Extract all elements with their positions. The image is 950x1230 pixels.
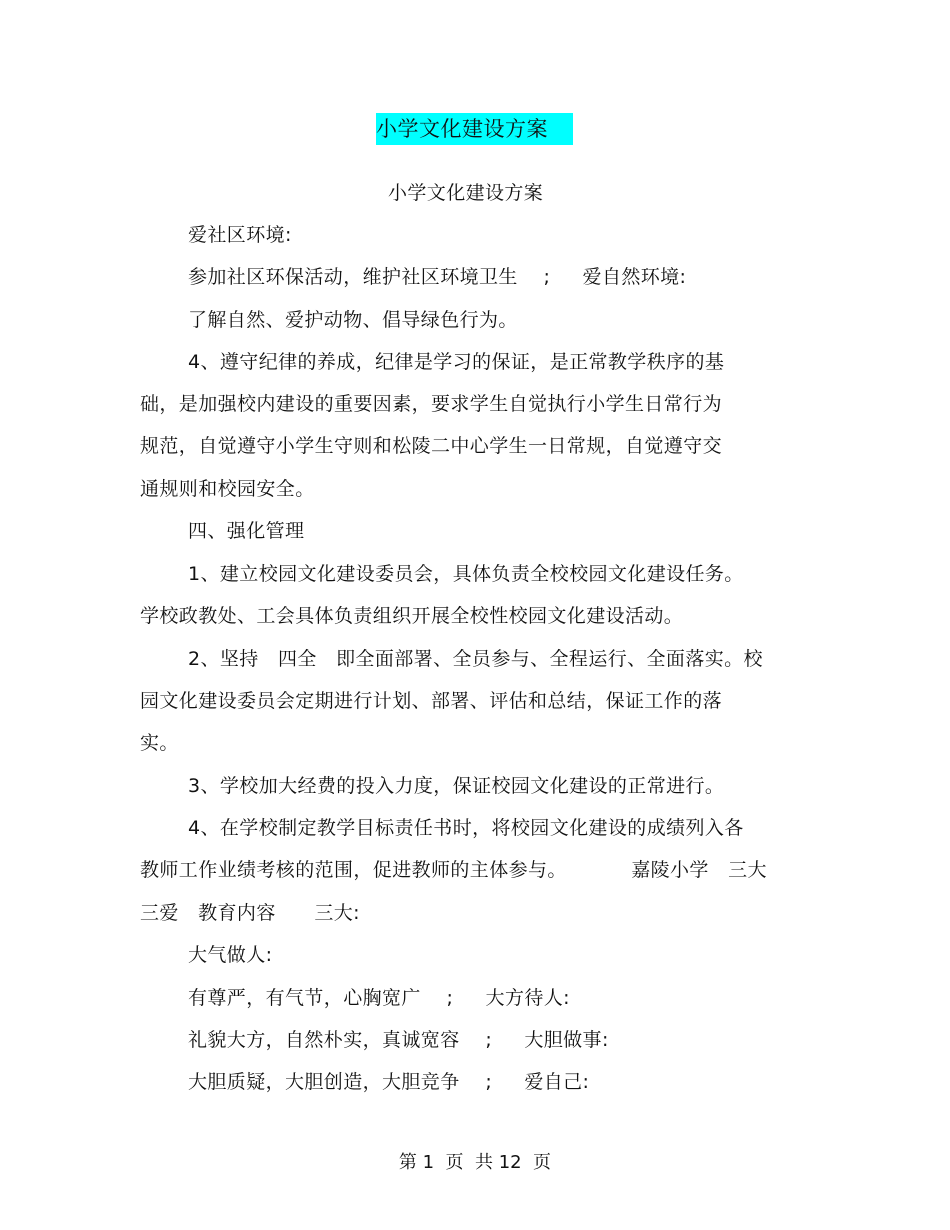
text-line: 园文化建设委员会定期进行计划、部署、评估和总结，保证工作的落 <box>140 690 723 712</box>
text-line: 参加社区环保活动，维护社区环境卫生 ; 爱自然环境: <box>188 266 687 288</box>
text-line: 4、在学校制定教学目标责任书时，将校园文化建设的成绩列入各 <box>188 817 744 839</box>
text-line: 2、坚持 四全 即全面部署、全员参与、全程运行、全面落实。校 <box>188 648 763 670</box>
text-line: 教师工作业绩考核的范围，促进教师的主体参与。 嘉陵小学 三大 <box>140 859 767 881</box>
text-line: 大胆质疑，大胆创造，大胆竞争 ; 爱自己: <box>188 1071 590 1093</box>
text-line: 实。 <box>140 732 179 754</box>
text-line: 三爱 教育内容 三大: <box>140 902 360 924</box>
text-line: 学校政教处、工会具体负责组织开展全校性校园文化建设活动。 <box>140 605 684 627</box>
text-line: 了解自然、爱护动物、倡导绿色行为。 <box>188 309 518 331</box>
text-line: 1、建立校园文化建设委员会，具体负责全校校园文化建设任务。 <box>188 563 744 585</box>
text-line: 爱社区环境: <box>188 224 292 246</box>
text-line: 有尊严，有气节，心胸宽广 ; 大方待人: <box>188 987 570 1009</box>
text-line: 规范，自觉遵守小学生守则和松陵二中心学生一日常规，自觉遵守交 <box>140 435 723 457</box>
text-line: 4、遵守纪律的养成，纪律是学习的保证，是正常教学秩序的基 <box>188 351 725 373</box>
text-line: 3、学校加大经费的投入力度，保证校园文化建设的正常进行。 <box>188 775 725 797</box>
text-line: 础，是加强校内建设的重要因素，要求学生自觉执行小学生日常行为 <box>140 393 723 415</box>
section-heading: 四、强化管理 <box>188 520 305 542</box>
document-title: 小学文化建设方案 <box>376 117 548 141</box>
text-line: 礼貌大方，自然朴实，真诚宽容 ; 大胆做事: <box>188 1029 609 1051</box>
text-line: 大气做人: <box>188 944 273 966</box>
text-line: 通规则和校园安全。 <box>140 478 315 500</box>
document-subtitle: 小学文化建设方案 <box>388 182 544 204</box>
page-footer: 第 1 页 共 12 页 <box>398 1152 552 1173</box>
